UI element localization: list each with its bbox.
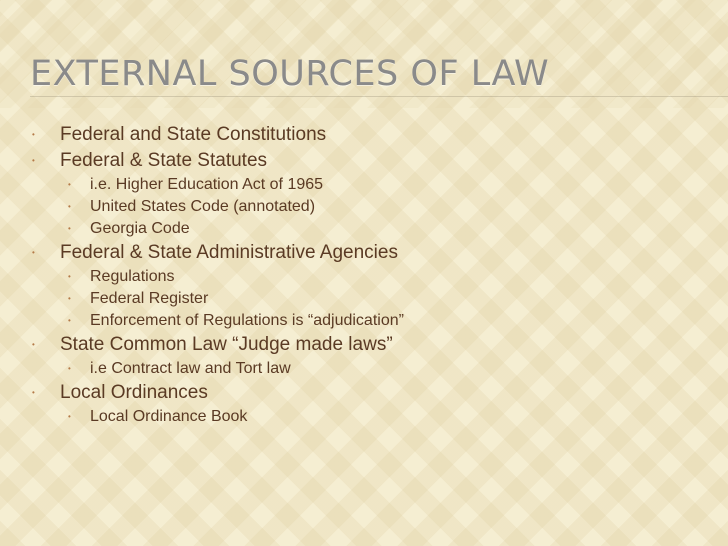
sub-bullet-text: United States Code (annotated) bbox=[90, 198, 316, 215]
sub-bullet-item bbox=[32, 266, 712, 288]
bullet-icon: • bbox=[68, 202, 71, 211]
bullet-text: Local Ordinances bbox=[60, 382, 208, 403]
bullet-item bbox=[32, 380, 712, 406]
sub-bullet-text: i.e. Higher Education Act of 1965 bbox=[90, 176, 324, 193]
bullet-item bbox=[32, 332, 712, 358]
sub-bullet-item bbox=[32, 218, 712, 240]
bullet-icon: • bbox=[68, 316, 71, 325]
sub-bullet-text: Georgia Code bbox=[90, 220, 190, 237]
bullet-text: Federal & State Administrative Agencies bbox=[60, 242, 398, 263]
sub-bullet-item bbox=[32, 288, 712, 310]
bullet-icon: • bbox=[32, 130, 35, 139]
bullet-icon: • bbox=[68, 224, 71, 233]
bullet-icon: • bbox=[68, 364, 71, 373]
bullet-icon: • bbox=[68, 412, 71, 421]
bullet-icon: • bbox=[32, 388, 35, 397]
bullet-item bbox=[32, 240, 712, 266]
bullet-list bbox=[32, 122, 712, 428]
bullet-icon: • bbox=[68, 294, 71, 303]
sub-bullet-item bbox=[32, 358, 712, 380]
title-divider bbox=[30, 96, 728, 97]
bullet-item bbox=[32, 122, 712, 148]
sub-bullet-item bbox=[32, 310, 712, 332]
bullet-icon: • bbox=[32, 248, 35, 257]
sub-bullet-item bbox=[32, 196, 712, 218]
sub-bullet-text: Regulations bbox=[90, 268, 175, 285]
sub-bullet-text: i.e Contract law and Tort law bbox=[90, 360, 291, 377]
sub-bullet-item bbox=[32, 174, 712, 196]
sub-bullet-text: Local Ordinance Book bbox=[90, 408, 248, 425]
bullet-item bbox=[32, 148, 712, 174]
sub-bullet-text: Enforcement of Regulations is “adjudication” bbox=[90, 312, 404, 329]
bullet-text: Federal and State Constitutions bbox=[60, 124, 327, 145]
sub-bullet-item bbox=[32, 406, 712, 428]
bullet-icon: • bbox=[32, 156, 35, 165]
bullet-text: Federal & State Statutes bbox=[60, 150, 268, 171]
title-area bbox=[30, 54, 710, 94]
bullet-icon: • bbox=[68, 180, 71, 189]
bullet-icon: • bbox=[68, 272, 71, 281]
bullet-icon: • bbox=[32, 340, 35, 349]
sub-bullet-text: Federal Register bbox=[90, 290, 209, 307]
slide-title: EXTERNAL SOURCES OF LAW bbox=[30, 54, 550, 94]
bullet-text: State Common Law “Judge made laws” bbox=[60, 334, 393, 355]
